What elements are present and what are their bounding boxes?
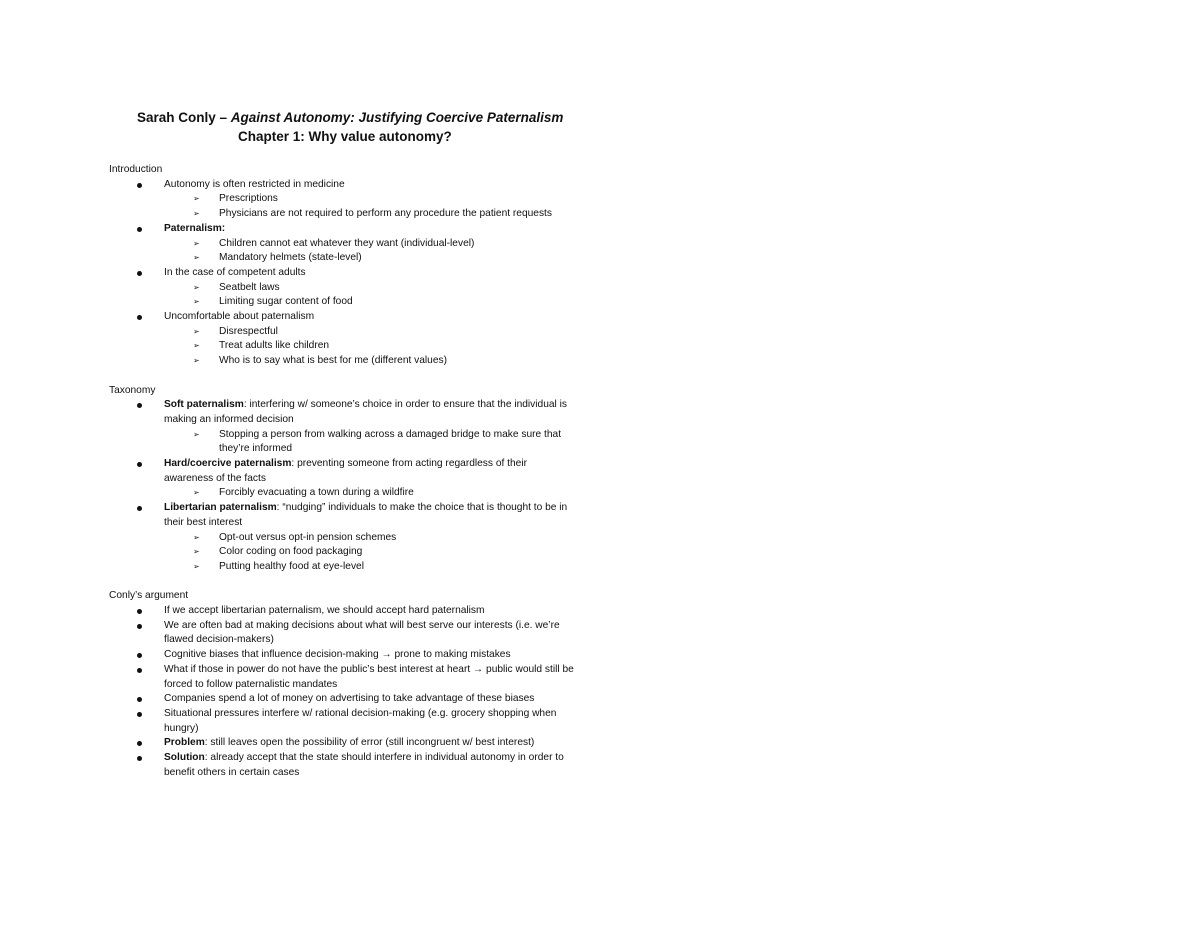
- list-item-text: Companies spend a lot of money on advertising to take advantage of these biases: [164, 693, 535, 705]
- bullet-icon: [137, 609, 142, 614]
- sub-list-item-text: Disrespectful: [219, 325, 278, 337]
- section-spacer: [109, 575, 579, 590]
- author-name: Sarah Conly –: [137, 110, 231, 125]
- sub-list-item: [109, 339, 579, 354]
- bullet-icon: [137, 697, 142, 702]
- list-item: [109, 619, 579, 648]
- sub-list-item: [109, 207, 579, 222]
- sub-list-item: [109, 237, 579, 252]
- chapter-title: Chapter 1: Why value autonomy?: [238, 129, 452, 144]
- sub-list-item: [109, 251, 579, 266]
- bullet-icon: [137, 506, 142, 511]
- section-heading-taxonomy: Taxonomy: [109, 384, 156, 396]
- list-item: [109, 648, 579, 663]
- list-item-text: Cognitive biases that influence decision-making → prone to making mistakes: [164, 649, 511, 661]
- sub-list-item-text: Stopping a person from walking across a damaged bridge to make sure that they’re informed: [219, 428, 562, 455]
- bullet-icon: [137, 462, 142, 467]
- bullet-icon: [137, 668, 142, 673]
- document-title: [137, 110, 563, 125]
- bullet-icon: [137, 712, 142, 717]
- sub-list-item: [109, 428, 579, 457]
- term-label: Hard/coercive paternalism: [164, 458, 292, 470]
- sub-list-item-text: Mandatory helmets (state-level): [219, 252, 362, 264]
- sub-list-item-text: Prescriptions: [219, 193, 278, 205]
- list-item: [109, 457, 579, 486]
- sub-list-item: [109, 325, 579, 340]
- arrow-bullet-icon: ➢: [193, 532, 200, 542]
- list-item-text: Situational pressures interfere w/ rational decision-making (e.g. grocery shopping when hungry): [164, 707, 557, 734]
- arrow-bullet-icon: ➢: [193, 341, 200, 351]
- section-heading-introduction: Introduction: [109, 164, 163, 175]
- term-label: Solution: [164, 752, 205, 764]
- list-item: [109, 604, 579, 619]
- list-item: [109, 178, 579, 193]
- sub-list-item-text: Opt-out versus opt-in pension schemes: [219, 531, 397, 543]
- list-item: [109, 663, 579, 692]
- list-item-text: Paternalism:: [164, 222, 226, 234]
- sub-list-item-text: Who is to say what is best for me (different values): [219, 355, 447, 367]
- bullet-icon: [137, 271, 142, 276]
- list-item-text: If we accept libertarian paternalism, we should accept hard paternalism: [164, 605, 485, 617]
- sub-list-item: [109, 545, 579, 560]
- list-item-text: Uncomfortable about paternalism: [164, 311, 315, 323]
- list-item: [109, 310, 579, 325]
- sub-list-item-text: Forcibly evacuating a town during a wildfire: [219, 487, 414, 499]
- sub-list-item: [109, 486, 579, 501]
- list-item: [109, 222, 579, 237]
- sub-list-item: [109, 531, 579, 546]
- sub-list-item: [109, 354, 579, 369]
- arrow-bullet-icon: ➢: [193, 429, 200, 439]
- sub-list-item-text: Physicians are not required to perform any procedure the patient requests: [219, 208, 552, 220]
- list-item: [109, 751, 579, 780]
- sub-list-item-text: Seatbelt laws: [219, 281, 280, 293]
- list-item: [109, 501, 579, 530]
- section-spacer: [109, 369, 579, 384]
- sub-list-item-text: Limiting sugar content of food: [219, 296, 353, 308]
- arrow-bullet-icon: ➢: [193, 253, 200, 263]
- bullet-icon: [137, 315, 142, 320]
- list-item-text: What if those in power do not have the public’s best interest at heart → public would still be forced to follow paternalistic mandates: [164, 663, 574, 690]
- bullet-icon: [137, 624, 142, 629]
- list-item-text: : already accept that the state should interfere in individual autonomy in order to benefit others in certain cases: [164, 752, 564, 778]
- arrow-bullet-icon: ➢: [193, 209, 200, 219]
- section-heading-argument: Conly’s argument: [109, 590, 189, 602]
- list-item: [109, 398, 579, 427]
- bullet-icon: [137, 227, 142, 232]
- sub-list-item: [109, 281, 579, 296]
- sub-list-item: [109, 192, 579, 207]
- bullet-icon: [137, 756, 142, 761]
- term-label: Problem: [164, 737, 205, 749]
- list-item: [109, 266, 579, 281]
- list-item-text: : “nudging” individuals to make the choice that is thought to be in their best interest: [164, 502, 568, 528]
- bullet-icon: [137, 183, 142, 188]
- book-title: Against Autonomy: Justifying Coercive Paternalism: [230, 110, 564, 125]
- list-item-text: In the case of competent adults: [164, 266, 306, 278]
- arrow-bullet-icon: ➢: [193, 297, 200, 307]
- sub-list-item: [109, 560, 579, 575]
- arrow-bullet-icon: ➢: [193, 561, 200, 571]
- list-item-text: : interfering w/ someone’s choice in order to ensure that the individual is making an informed decision: [164, 399, 567, 425]
- list-item-text: Autonomy is often restricted in medicine: [164, 178, 345, 190]
- list-item: [109, 736, 579, 751]
- arrow-bullet-icon: ➢: [193, 238, 200, 248]
- list-item-text: : still leaves open the possibility of error (still incongruent w/ best interest): [204, 737, 535, 749]
- sub-list-item: [109, 295, 579, 310]
- term-label: Libertarian paternalism: [164, 502, 277, 514]
- list-item-text: : preventing someone from acting regardless of their awareness of the facts: [164, 458, 527, 484]
- bullet-icon: [137, 741, 142, 746]
- bullet-icon: [137, 403, 142, 408]
- arrow-bullet-icon: ➢: [193, 194, 200, 204]
- list-item-text: We are often bad at making decisions about what will best serve our interests (i.e. we’re flawed decision-makers): [164, 619, 560, 646]
- notes-body: [109, 163, 579, 781]
- sub-list-item-text: Color coding on food packaging: [219, 546, 363, 558]
- arrow-bullet-icon: ➢: [193, 282, 200, 292]
- term-label: Soft paternalism: [164, 399, 244, 411]
- arrow-bullet-icon: ➢: [193, 547, 200, 557]
- bullet-icon: [137, 653, 142, 658]
- sub-list-item-text: Putting healthy food at eye-level: [219, 560, 364, 572]
- sub-list-item-text: Children cannot eat whatever they want (individual-level): [219, 237, 475, 249]
- arrow-bullet-icon: ➢: [193, 326, 200, 336]
- list-item: [109, 692, 579, 707]
- arrow-bullet-icon: ➢: [193, 356, 200, 366]
- sub-list-item-text: Treat adults like children: [219, 340, 330, 352]
- arrow-bullet-icon: ➢: [193, 488, 200, 498]
- list-item: [109, 707, 579, 736]
